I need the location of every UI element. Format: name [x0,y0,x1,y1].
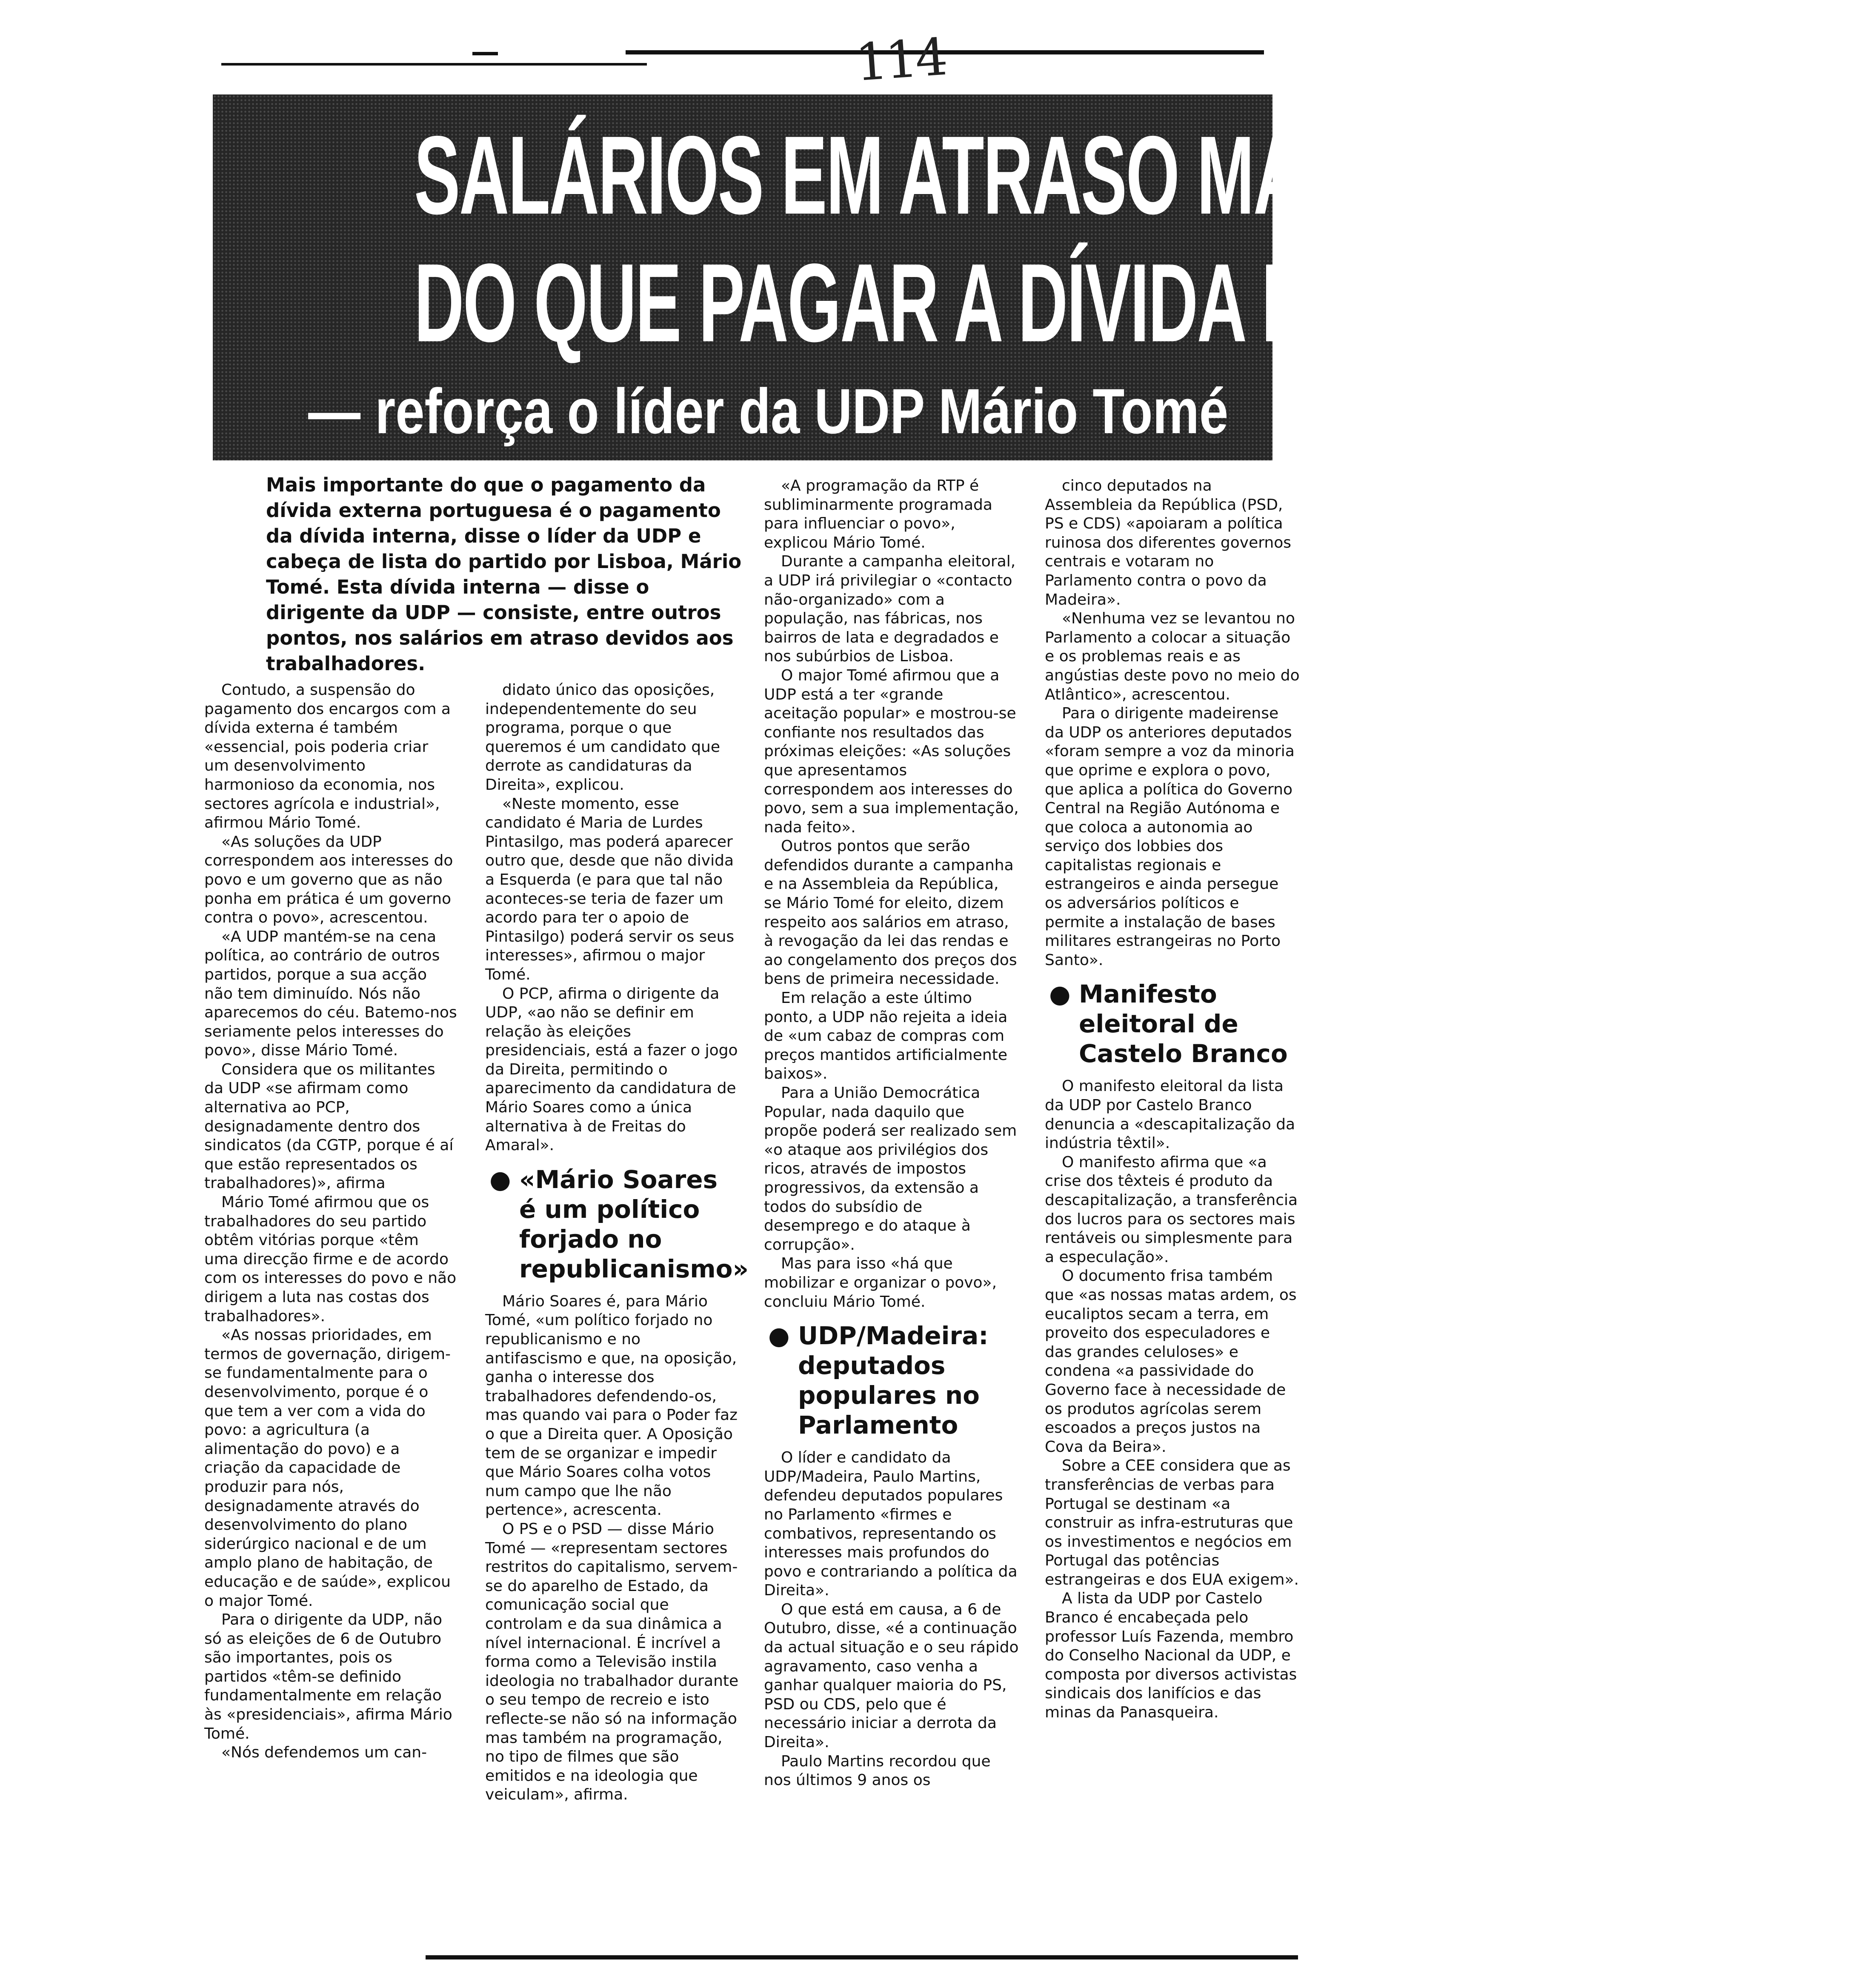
paragraph: O manifesto afirma que «a crise dos têxteis é produto da descapitalização, a transferência dos lucros para os sectores mais rentáveis ou simplesmente para a especulação». [1045,1153,1298,1266]
subheading-text: UDP/Madeira: deputados populares no Parlamento [798,1321,989,1440]
handwritten-page-number: 114 [853,27,947,93]
paragraph: Paulo Martins recordou que nos últimos 9 anos os [764,1752,991,1789]
subheading [1045,979,1300,1068]
lead-paragraph: Mais importante do que o pagamento da dívida externa portuguesa é o pagamento da dívida interna, disse o líder da UDP e cabeça de lista do partido por Lisboa, Mário Tomé. Esta dívida interna — disse o dirigente da UDP — consiste, entre outros pontos, nos salários em atraso devidos aos trabalhadores. [266,474,742,675]
column-3 [764,477,1019,1790]
paragraph: O PS e o PSD — disse Mário Tomé — «representam sectores restritos do capitalismo, servem-se do aparelho de Estado, da comunicação social que controlam e da sua dinâmica a nível internacional. É incrível a forma como a Televisão instila ideologia no trabalhador durante o seu tempo de recreio e isto reflecte-se não só na informação mas também na programação, no tipo de filmes que são emitidos e na ideologia que veiculam», afirma. [485,1520,739,1804]
headline-subtitle: — reforça o líder da UDP Mário Tomé [308,375,1229,447]
column-1 [204,681,457,1762]
paragraph: Mário Soares é, para Mário Tomé, «um político forjado no republicanismo e no antifascismo e que, na oposição, ganha o interesse dos trabalhadores defendendo-os, mas quando vai para o Poder faz o que a Direita quer. A Oposição tem de se organizar e impedir que Mário Soares colha votos num campo que lhe não pertence», acrescenta. [485,1292,738,1519]
paragraph: Considera que os militantes da UDP «se afirmam como alternativa ao PCP, designadamente dentro dos sindicatos (da CGTP, porque é aí que estão representados os trabalhadores)», afirma [204,1060,454,1192]
top-rule [221,63,647,66]
paragraph: O major Tomé afirmou que a UDP está a ter «grande aceitação popular» e mostrou-se confiante nos resultados das próximas eleições: «As soluções que apresentamos correspondem aos interesses do povo, sem a sua implementação, nada feito». [764,666,1019,836]
column-4 [1045,477,1300,1722]
bullet-icon: ● [489,1165,511,1194]
paragraph: «A UDP mantém-se na cena política, ao contrário de outros partidos, porque a sua acção não tem diminuído. Nós não aparecemos do céu. Batemo-nos seriamente pelos interesses do povo», disse Mário Tomé. [204,928,457,1060]
bottom-rule [426,1955,1298,1959]
paragraph: Mas para isso «há que mobilizar e organizar o povo», concluiu Mário Tomé. [764,1255,997,1311]
subheading-text: «Mário Soares é um político forjado no republicanismo» [519,1165,749,1283]
paragraph: didato único das oposições, independentemente do seu programa, porque o que queremos é um candidato que derrote as candidaturas da Direita», explicou. [485,681,721,794]
headline-line-2: DO QUE PAGAR A DÍVIDA EXTERNA [414,240,1585,365]
paragraph: «As soluções da UDP correspondem aos interesses do povo e um governo que as não ponha em prática é um governo contra o povo», acrescentou. [204,833,453,927]
top-rule-tick [472,52,498,55]
paragraph: O documento frisa também que «as nossas matas ardem, os eucaliptos secam a terra, em proveito dos especuladores e das grandes celuloses» e condena «a passividade do Governo face à necessidade de os produtos agrícolas serem escoados a preços justos na Cova da Beira». [1045,1267,1297,1456]
paragraph: Contudo, a suspensão do pagamento dos encargos com a dívida externa é também «essencial, pois poderia criar um desenvolvimento harmonioso da economia, nos sectores agrícola e industrial», afirmou Mário Tomé. [204,681,451,832]
paragraph: Para o dirigente da UDP, não só as eleições de 6 de Outubro são importantes, pois os partidos «têm-se definido fundamentalmente em relação às «presidenciais», afirma Mário Tomé. [204,1611,452,1742]
paragraph: O PCP, afirma o dirigente da UDP, «ao não se definir em relação às eleições presidenciais, está a fazer o jogo da Direita, permitindo o aparecimento da candidatura de Mário Soares como a única alternativa à de Freitas do Amaral». [485,985,738,1154]
paragraph: Para o dirigente madeirense da UDP os anteriores deputados «foram sempre a voz da minoria que oprime e explora o povo, que aplica a política do Governo Central na Região Autónoma e que coloca a autonomia ao serviço dos lobbies dos capitalistas regionais e estrangeiros e ainda persegue os adversários políticos e permite a instalação de bases militares estrangeiras no Porto Santo». [1045,705,1295,969]
paragraph: «As nossas prioridades, em termos de governação, dirigem-se fundamentalmente para o desenvolvimento, porque é o que tem a ver com a vida do povo: a agricultura (a alimentação do povo) e a criação da capacidade de produzir para nós, designadamente através do desenvolvimento do plano siderúrgico nacional e de um amplo plano de habitação, de educação e de saúde», explicou o major Tomé. [204,1326,451,1610]
paragraph: «Neste momento, esse candidato é Maria de Lurdes Pintasilgo, mas poderá aparecer outro que, desde que não divida a Esquerda (e para que tal não aconteces-se teria de fazer um acordo para ter o apoio de Pintasilgo) poderá servir os seus interesses», afirmou o major Tomé. [485,795,735,983]
column-2 [485,681,749,1805]
paragraph: «Nenhuma vez se levantou no Parlamento a colocar a situação e os problemas reais e as angústias deste povo no meio do Atlântico», acrescentou. [1045,610,1300,703]
paragraph: O que está em causa, a 6 de Outubro, disse, «é a continuação da actual situação e o seu rápido agravamento, caso venha a ganhar qualquer maioria do PS, PSD ou CDS, pelo que é necessário iniciar a derrota da Direita». [764,1600,1019,1751]
paragraph: Mário Tomé afirmou que os trabalhadores do seu partido obtêm vitórias porque «têm uma direcção firme e de acordo com os interesses do povo e não dirigem a luta nas costas dos trabalhadores». [204,1194,457,1325]
headline-banner [213,94,1870,460]
paragraph: Outros pontos que serão defendidos durante a campanha e na Assembleia da República, se Mário Tomé for eleito, dizem respeito aos salários em atraso, à revogação da lei das rendas e ao congelamento dos preços dos bens de primeira necessidade. [764,837,1017,988]
paragraph: O manifesto eleitoral da lista da UDP por Castelo Branco denuncia a «descapitalização da indústria têxtil». [1045,1077,1295,1152]
paragraph: «Nós defendemos um can- [221,1744,427,1762]
paragraph: Sobre a CEE considera que as transferências de verbas para Portugal se destinam «a construir as infra-estruturas que os investimentos e negócios em Portugal das potências estrangeiras e dos EUA exigem». [1045,1457,1299,1588]
headline-line-1: SALÁRIOS EM ATRASO MAIS IMPORTANTES [414,113,1870,237]
paragraph: cinco deputados na Assembleia da República (PSD, PS e CDS) «apoiaram a política ruinosa dos diferentes governos centrais e votaram no Parlamento contra o povo da Madeira». [1045,477,1292,608]
paragraph: «A programação da RTP é subliminarmente programada para influenciar o povo», explicou Mário Tomé. [764,477,992,551]
paragraph: O líder e candidato da UDP/Madeira, Paulo Martins, defendeu deputados populares no Parlamento «firmes e combativos, representando os interesses mais profundos do povo e contrariando a política da Direita». [764,1449,1018,1600]
bullet-icon: ● [1049,980,1071,1009]
subheading [764,1321,1019,1440]
paragraph: Em relação a este último ponto, a UDP não rejeita a ideia de «um cabaz de compras com preços mantidos artificialmente baixos». [764,989,1008,1083]
paragraph: A lista da UDP por Castelo Branco é encabeçada pelo professor Luís Fazenda, membro do Conselho Nacional da UDP, e composta por diversos activistas sindicais dos lanifícios e das minas da Panasqueira. [1045,1590,1297,1722]
paragraph: Durante a campanha eleitoral, a UDP irá privilegiar o «contacto não-organizado» com a população, nas fábricas, nos bairros de lata e degradados e nos subúrbios de Lisboa. [764,553,1016,666]
paragraph: Para a União Democrática Popular, nada daquilo que propõe poderá ser realizado sem «o ataque aos privilégios dos ricos, através de impostos progressivos, da extensão a todos do subsídio de desemprego e do ataque à corrupção». [764,1084,1017,1254]
bullet-icon: ● [768,1321,790,1351]
subheading [485,1165,749,1284]
subheading-text: Manifesto eleitoral de Castelo Branco [1079,980,1288,1068]
